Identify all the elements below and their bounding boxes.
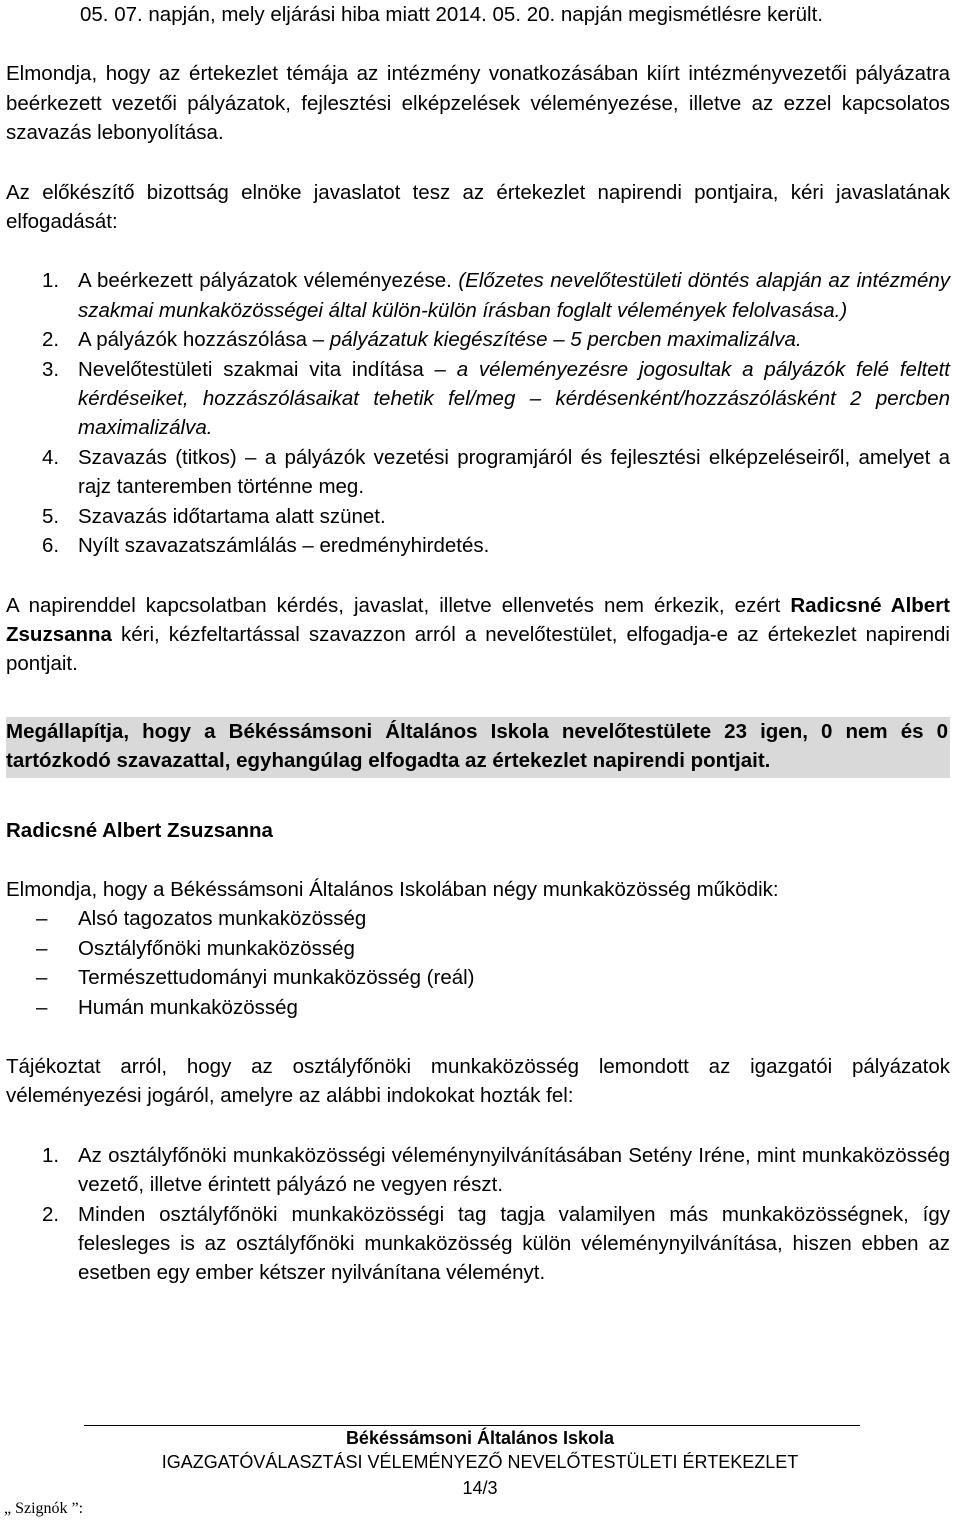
agenda-item xyxy=(6,502,950,531)
paragraph-napirend: A napirenddel kapcsolatban kérdés, javaslat, illetve ellenvetés nem érkezik, ezért Radicsné Albert Zsuzsanna kéri, kézfeltartással szavazzon arról a nevelőtestület, elfogadja-e az értekezlet napirendi pontjait. xyxy=(6,593,951,676)
agenda-text: Szavazás időtartama alatt szünet. xyxy=(78,504,386,528)
footer-rule xyxy=(84,1425,860,1426)
list-item: – Alsó tagozatos munkaközösség xyxy=(36,907,367,931)
agenda-text: Nyílt szavazatszámlálás – eredményhirdetés. xyxy=(78,534,490,558)
reason-text: Minden osztályfőnöki munkaközösségi tag tagja valamilyen más munkaközösségnek, így felesleges is az osztályfőnöki munkaközösség külön véleménynyilvánítása, hiszen ebben az esetben egy ember kétszer nyilvánítana véleményt. xyxy=(78,1202,950,1285)
paragraph-intro xyxy=(6,0,950,29)
agenda-number: 4. xyxy=(42,445,60,469)
agenda-text: A pályázók hozzászólása – pályázatuk kiegészítése – 5 percben maximalizálva. xyxy=(78,328,802,352)
list-item: – Osztályfőnöki munkaközösség xyxy=(36,936,355,960)
speaker-heading: Radicsné Albert Zsuzsanna xyxy=(6,818,273,842)
reason-item xyxy=(6,1200,950,1288)
agenda-item xyxy=(6,531,950,560)
reason-item xyxy=(6,1141,950,1200)
intro-text: 05. 07. napján, mely eljárási hiba miatt 2014. 05. 20. napján megismétlésre került. xyxy=(80,3,823,26)
reason-text: Az osztályfőnöki munkaközösségi véleménynyilvánításában Setény Iréne, mint munkaközösség vezető, illetve érintett pályázó ne vegyen részt. xyxy=(78,1143,950,1197)
agenda-text: A beérkezett pályázatok véleményezése. (Előzetes nevelőtestületi döntés alapján az intézmény szakmai munkaközösségei által külön-külön írásban foglalt vélemények felolvasása.) xyxy=(78,269,950,322)
agenda-text: Szavazás (titkos) – a pályázók vezetési programjáról és fejlesztési elképzeléseiről, amelyet a rajz tanteremben történne meg. xyxy=(78,445,950,499)
document-page xyxy=(6,0,950,1288)
agenda-item xyxy=(6,325,950,354)
paragraph-munkakozosseg: Elmondja, hogy a Békéssámsoni Általános Iskolában négy munkaközösség működik: xyxy=(6,877,779,901)
resolution-highlight: Megállapítja, hogy a Békéssámsoni Általános Iskola nevelőtestülete 23 igen, 0 nem és 0 tartózkodó szavazattal, egyhangúlag elfogadta az értekezlet napirendi pontjait. xyxy=(6,717,950,778)
agenda-text: Nevelőtestületi szakmai vita indítása – a véleményezésre jogosultak a pályázók felé feltett kérdéseiket, hozzászólásaikat tehetik fel/meg – kérdésenként/hozzászólásként 2 percben maximalizálva. xyxy=(78,357,950,440)
reason-number: 1. xyxy=(42,1143,60,1167)
footer-page-number: 14/3 xyxy=(462,1478,498,1498)
paragraph-elmondja: Elmondja, hogy az értekezlet témája az intézmény vonatkozásában kiírt intézményvezetői pályázatra beérkezett vezetői pályázatok, fejlesztési elképzelések véleményezése, illetve az ezzel kapcsolatos szavazás lebonyolítása. xyxy=(6,62,950,145)
reason-list xyxy=(6,1141,950,1288)
footer-school: Békéssámsoni Általános Iskola xyxy=(345,1428,615,1448)
agenda-item xyxy=(6,443,950,502)
list-item: – Természettudományi munkaközösség (reál) xyxy=(36,966,475,990)
agenda-list xyxy=(6,266,950,560)
footer-title: IGAZGATÓVÁLASZTÁSI VÉLEMÉNYEZŐ NEVELŐTESTÜLETI ÉRTEKEZLET xyxy=(161,1452,799,1472)
agenda-number: 6. xyxy=(42,534,60,558)
reason-number: 2. xyxy=(42,1202,60,1226)
paragraph-elokeszito: Az előkészítő bizottság elnöke javaslatot tesz az értekezlet napirendi pontjaira, kéri javaslatának elfogadását: xyxy=(6,180,950,234)
list-item: – Humán munkaközösség xyxy=(36,995,298,1019)
agenda-number: 1. xyxy=(42,269,60,293)
paragraph-tajekoztat: Tájékoztat arról, hogy az osztályfőnöki munkaközösség lemondott az igazgatói pályázatok véleményezési jogáról, amelyre az alábbi indokokat hozták fel: xyxy=(6,1054,950,1108)
agenda-item xyxy=(6,355,950,443)
signature-label: „ Szignók ”: xyxy=(4,1500,84,1517)
agenda-number: 5. xyxy=(42,504,60,528)
chair-name: Radicsné Albert Zsuzsanna xyxy=(6,593,951,646)
agenda-item xyxy=(6,266,950,325)
agenda-number: 2. xyxy=(42,328,60,352)
agenda-number: 3. xyxy=(42,357,60,381)
group-list xyxy=(6,904,950,1022)
